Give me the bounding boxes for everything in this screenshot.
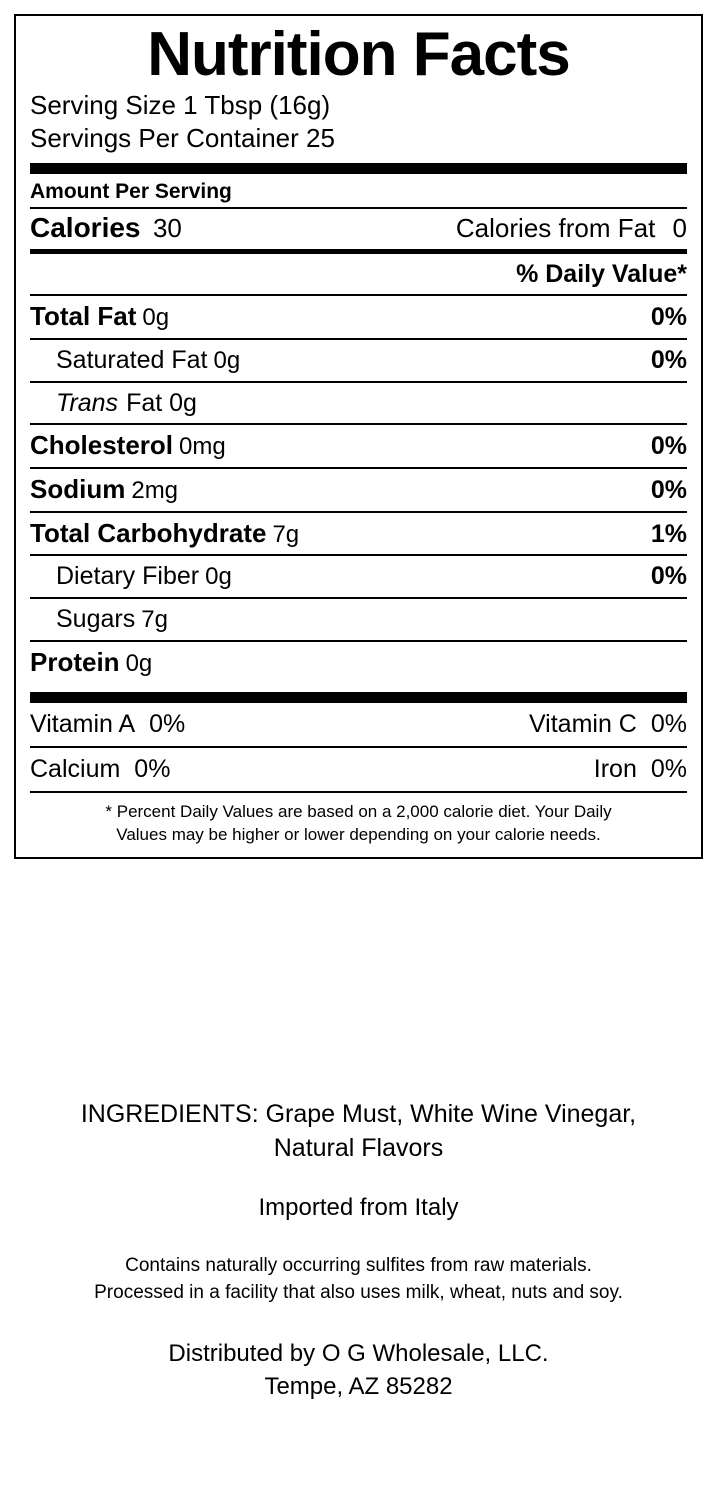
distributor-info xyxy=(14,1337,703,1403)
divider-thick-top xyxy=(30,163,687,174)
nutrient-name: Saturated Fat xyxy=(56,346,208,375)
calories-left xyxy=(30,212,182,244)
distributor-line-2: Tempe, AZ 85282 xyxy=(264,1372,453,1400)
nutrient-name: Sugars xyxy=(56,605,136,634)
calories-value: 30 xyxy=(152,213,182,244)
nutrient-row-sugars xyxy=(30,599,687,640)
footnote-line-1: * Percent Daily Values are based on a 2,000 calorie diet. Your Daily xyxy=(105,801,612,821)
vitamin-name: Iron xyxy=(593,754,637,783)
nutrient-amount: 0mg xyxy=(179,433,226,461)
nutrient-amount: 0g xyxy=(125,650,153,677)
nutrient-row-sodium xyxy=(30,469,687,511)
daily-value-footnote xyxy=(30,793,687,847)
calcium-cell xyxy=(30,755,170,784)
ingredients-line-1: INGREDIENTS: Grape Must, White Wine Vinegar, xyxy=(80,1100,637,1128)
nutrient-dv: 0% xyxy=(650,303,687,332)
vitamin-name: Calcium xyxy=(30,754,121,783)
nutrient-dv: 0% xyxy=(650,432,687,461)
nutrient-name: Dietary Fiber xyxy=(56,562,200,591)
daily-value-header: % Daily Value* xyxy=(516,260,687,289)
calories-from-fat-value: 0 xyxy=(672,213,687,244)
nutrient-amount: 7g xyxy=(272,520,300,548)
nutrient-amount: 0g xyxy=(205,563,232,591)
product-info-block xyxy=(14,1098,703,1403)
nutrient-amount: 0g xyxy=(213,347,241,375)
vitamin-c-cell xyxy=(529,710,687,739)
vitamin-value: 0% xyxy=(650,709,687,738)
allergen-line-1: Contains naturally occurring sulfites from raw materials. xyxy=(125,1254,592,1276)
nutrient-name: Total Fat xyxy=(30,301,137,332)
serving-size-text: Serving Size 1 Tbsp (16g) xyxy=(30,89,331,120)
ingredients-line-2: Natural Flavors xyxy=(273,1133,444,1162)
vitamin-a-cell xyxy=(30,710,185,739)
nutrient-amount: 7g xyxy=(141,606,168,634)
ingredients-text xyxy=(14,1098,703,1166)
nutrition-facts-panel xyxy=(14,14,703,859)
nutrient-row-saturated-fat xyxy=(30,340,687,381)
nutrient-row-dietary-fiber xyxy=(30,556,687,597)
amount-per-serving-label: Amount Per Serving xyxy=(30,180,232,204)
nutrient-row-trans-fat xyxy=(30,383,687,423)
nutrient-row-cholesterol xyxy=(30,425,687,467)
distributor-line-1: Distributed by O G Wholesale, LLC. xyxy=(168,1339,549,1367)
nutrient-name: Cholesterol xyxy=(30,430,174,461)
vitamin-name: Vitamin C xyxy=(528,709,637,738)
footnote-line-2: Values may be higher or lower depending on your calorie needs. xyxy=(116,824,601,844)
nutrient-dv: 0% xyxy=(650,346,687,375)
nutrient-dv: 1% xyxy=(650,519,687,548)
nutrient-name: Protein xyxy=(30,647,120,677)
nutrient-row-protein xyxy=(30,642,687,684)
nutrient-row-total-fat xyxy=(30,296,687,338)
calories-row xyxy=(30,209,687,249)
nutrient-dv: 0% xyxy=(650,562,687,591)
nutrient-amount: 2mg xyxy=(131,476,179,504)
nutrition-facts-title: Nutrition Facts xyxy=(147,20,570,89)
calories-from-fat-label: Calories from Fat xyxy=(455,213,656,244)
vitamin-value: 0% xyxy=(149,709,186,738)
nutrient-amount: 0g xyxy=(142,304,170,332)
vitamin-value: 0% xyxy=(650,754,687,783)
nutrient-name: Trans xyxy=(56,389,119,418)
vitamin-name: Vitamin A xyxy=(30,709,136,738)
allergen-line-2: Processed in a facility that also uses milk, wheat, nuts and soy. xyxy=(94,1282,623,1304)
calories-from-fat xyxy=(456,213,687,244)
nutrient-amount: Fat 0g xyxy=(126,389,197,418)
vitamin-value: 0% xyxy=(134,754,171,783)
divider-thick-bottom xyxy=(30,692,687,703)
calories-label: Calories xyxy=(30,212,141,244)
nutrient-row-total-carbohydrate xyxy=(30,513,687,555)
nutrient-name: Sodium xyxy=(30,473,126,504)
imported-from-text: Imported from Italy xyxy=(258,1193,459,1221)
allergen-statement xyxy=(14,1252,703,1307)
vitamin-row-2 xyxy=(30,748,687,791)
iron-cell xyxy=(594,755,687,784)
servings-per-container-text: Servings Per Container 25 xyxy=(30,123,335,154)
nutrient-name: Total Carbohydrate xyxy=(30,517,267,548)
vitamin-row-1 xyxy=(30,703,687,746)
nutrient-dv: 0% xyxy=(650,475,687,504)
